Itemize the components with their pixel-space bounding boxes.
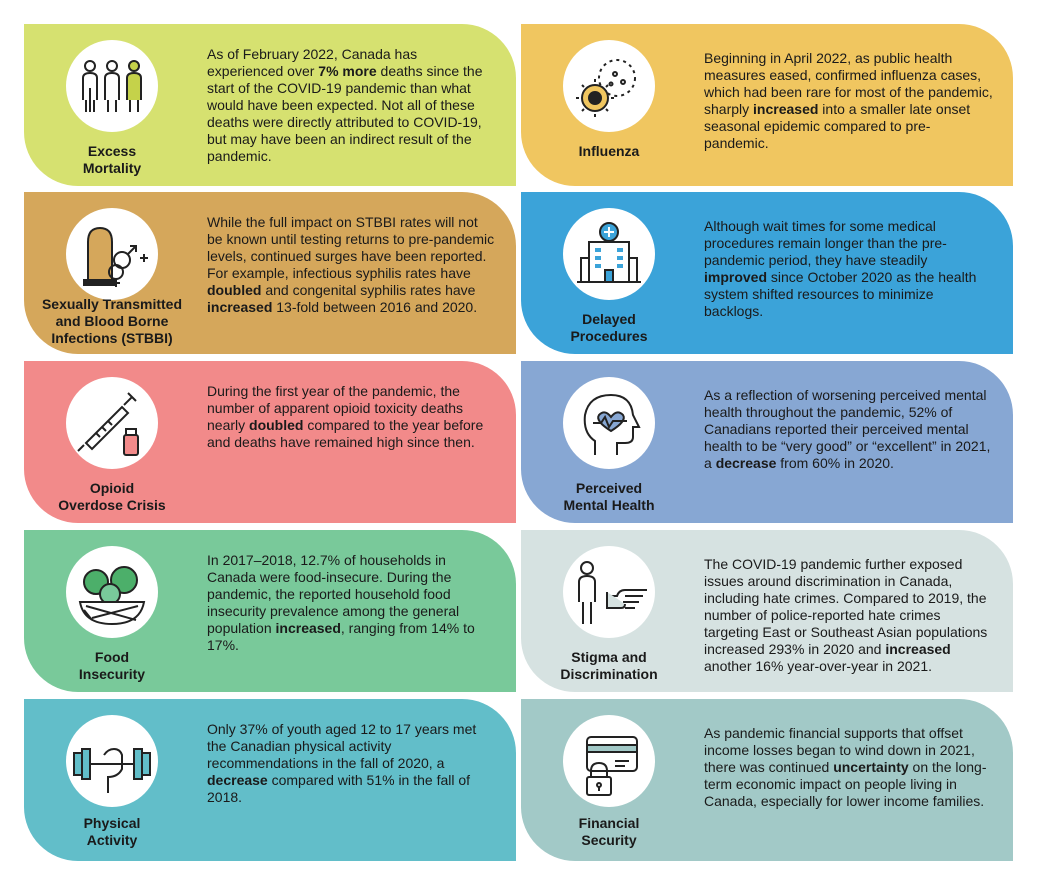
title-line: Procedures (570, 328, 648, 344)
title-line: Mortality (82, 160, 142, 176)
vegetable-basket-icon (66, 546, 158, 638)
body-text: , ranging from 14% to 17%. (207, 620, 475, 653)
emphasis-text: increased (207, 299, 273, 315)
card-mental-health (521, 361, 1013, 523)
card-physical-activity (24, 699, 516, 861)
title-line: Food (94, 649, 130, 665)
body-text: on the long-term economic impact on people living in Canada, especially for lower income families. (704, 759, 987, 809)
body-text: compared to the year before and deaths have remained high since then. (207, 417, 484, 450)
people-icon (66, 40, 158, 132)
title-line: Infections (STBBI) (51, 330, 173, 346)
card-title (28, 649, 196, 683)
card-financial-security (521, 699, 1013, 861)
emphasis-text: 7% more (318, 63, 377, 79)
emphasis-text: uncertainty (833, 759, 909, 775)
emphasis-text: increased (885, 641, 951, 657)
card-title (525, 311, 693, 345)
emphasis-text: doubled (207, 282, 262, 298)
card-body (207, 46, 497, 165)
body-text: The COVID-19 pandemic further exposed issues around discrimination in Canada, including hate crimes. Compared to 2019, the number of police-reported hate crimes targeting East or Southeast Asian populations increased 293% in 2020 and (704, 556, 988, 657)
body-text: In 2017–2018, 12.7% of households in Canada were food-insecure. During the pandemic, the reported household food insecurity prevalence among the general population (207, 552, 460, 636)
title-line: Overdose Crisis (58, 497, 166, 513)
title-line: Discrimination (560, 666, 658, 682)
card-title (525, 649, 693, 683)
body-text: another 16% year-over-year in 2021. (704, 658, 933, 674)
emphasis-text: decrease (715, 455, 777, 471)
emphasis-text: improved (704, 269, 768, 285)
emphasis-text: decrease (207, 772, 268, 788)
title-line: Perceived (575, 480, 643, 496)
card-title (28, 296, 196, 347)
card-body (704, 218, 994, 320)
title-line: Mental Health (563, 497, 655, 513)
card-stigma (521, 530, 1013, 692)
title-line: Stigma and (571, 649, 647, 665)
virus-icon (563, 40, 655, 132)
syringe-icon (66, 377, 158, 469)
title-line: Opioid (89, 480, 135, 496)
credit-card-lock-icon (563, 715, 655, 807)
body-text: Beginning in April 2022, as public health measures eased, confirmed influenza cases, which had been rare for most of the pandemic, sharply (704, 50, 993, 117)
card-body (704, 387, 994, 472)
body-text: from 60% in 2020. (776, 455, 894, 471)
dumbbell-icon (66, 715, 158, 807)
card-title (525, 815, 693, 849)
body-text: As pandemic financial supports that offset income losses began to wind down in 2021, there was continued (704, 725, 975, 775)
emphasis-text: increased (275, 620, 341, 636)
hospital-icon (563, 208, 655, 300)
card-title (28, 143, 196, 177)
body-text: into a smaller late onset seasonal epidemic compared to pre-pandemic. (704, 101, 971, 151)
card-influenza (521, 24, 1013, 186)
body-text: Only 37% of youth aged 12 to 17 years met the Canadian physical activity recommendations in the fall of 2020, a (207, 721, 477, 771)
title-line: Insecurity (78, 666, 146, 682)
emphasis-text: doubled (249, 417, 304, 433)
card-stbbi (24, 192, 516, 354)
title-line: Physical (83, 815, 141, 831)
emphasis-text: increased (753, 101, 819, 117)
body-text: since October 2020 as the health system shifted resources to minimize backlogs. (704, 269, 977, 319)
card-body (207, 214, 497, 316)
body-text: As of February 2022, Canada has experienced over (207, 46, 418, 79)
card-title (525, 143, 693, 160)
card-body (207, 383, 497, 451)
title-line: Excess (87, 143, 137, 159)
card-opioid (24, 361, 516, 523)
body-text: During the first year of the pandemic, the number of apparent opioid toxicity deaths nearly (207, 383, 464, 433)
body-text: and congenital syphilis rates have (261, 282, 476, 298)
title-line: Sexually Transmitted (41, 296, 183, 312)
title-line: and Blood Borne (55, 313, 169, 329)
body-text: deaths since the start of the COVID-19 pandemic than what would have been expected. Not all of these deaths were directly attributed to COVID-19, but may have been an indirect result of the pandemic. (207, 63, 483, 164)
card-body (704, 725, 994, 810)
card-title (28, 480, 196, 514)
title-line: Influenza (578, 143, 640, 159)
card-title (525, 480, 693, 514)
body-text: As a reflection of worsening perceived mental health throughout the pandemic, 52% of Canadians reported their perceived mental health to be “very good” or “excellent” in 2021, a (704, 387, 991, 471)
head-heart-icon (563, 377, 655, 469)
body-text: 13-fold between 2016 and 2020. (272, 299, 478, 315)
body-text: compared with 51% in the fall of 2018. (207, 772, 471, 805)
title-line: Activity (86, 832, 138, 848)
card-body (704, 556, 994, 675)
body-text: Although wait times for some medical procedures remain longer than the pre-pandemic period, they have steadily (704, 218, 947, 268)
title-line: Financial (578, 815, 640, 831)
card-body (704, 50, 994, 152)
body-text: While the full impact on STBBI rates will not be known until testing returns to pre-pandemic levels, continued surges have been reported. For example, infectious syphilis rates have (207, 214, 495, 281)
condom-gender-icon (66, 208, 158, 300)
card-excess-mortality (24, 24, 516, 186)
card-food-insecurity (24, 530, 516, 692)
card-body (207, 721, 497, 806)
pointing-hand-icon (563, 546, 655, 638)
card-delayed-procedures (521, 192, 1013, 354)
title-line: Delayed (582, 311, 636, 327)
card-title (28, 815, 196, 849)
title-line: Security (581, 832, 637, 848)
card-body (207, 552, 497, 654)
